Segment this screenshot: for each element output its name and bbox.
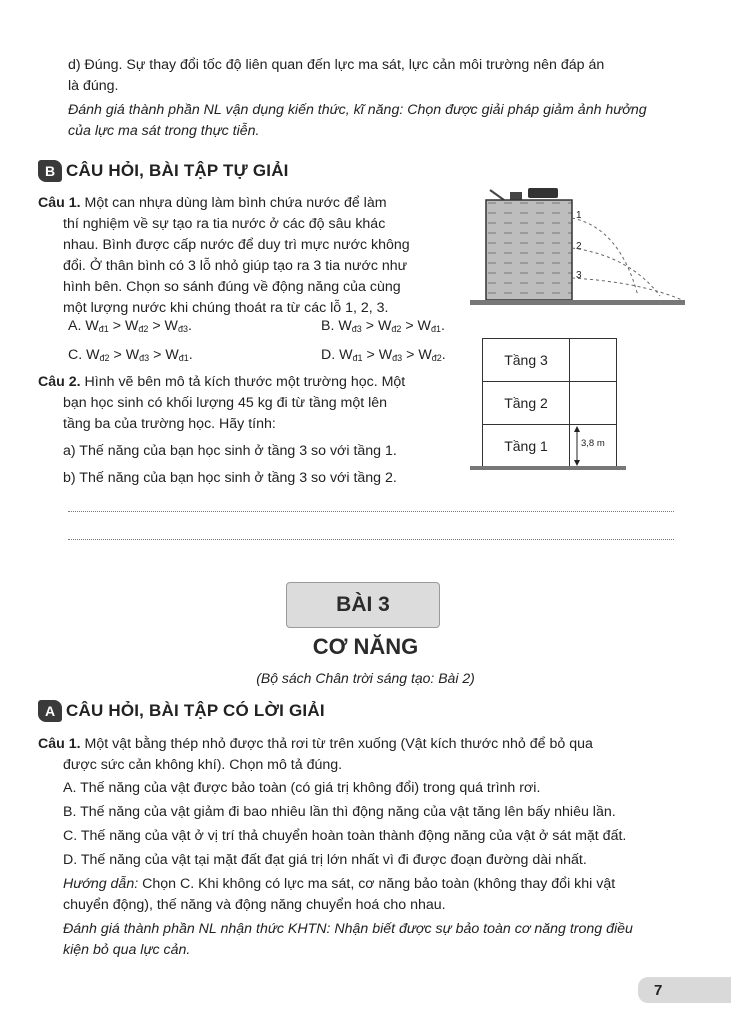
question-1-line4: đổi. Ở thân bình có 3 lỗ nhỏ giúp tạo ra 3 tia nước như [63,258,408,274]
question-2-part-b: b) Thế năng của bạn học sinh ở tầng 3 so với tầng 2. [63,470,397,486]
question-1-line5: hình bên. Chọn so sánh đúng về động năng của cùng [63,279,401,295]
inlet-pipe [490,190,504,200]
section-b-header [38,158,289,184]
question-2-line1: Hình vẽ bên mô tả kích thước một trường học. Một [84,374,406,390]
question-a1 [38,734,698,961]
floor-row-2 [483,382,617,425]
water-jet-3 [572,278,682,300]
school-building-figure [482,338,617,468]
answer-line-1 [68,511,674,512]
question-a1-assess-line1: Đánh giá thành phần NL nhận thức KHTN: Nhận biết được sự bảo toàn cơ năng trong điều [63,921,633,937]
question-a1-label: Câu 1. [38,736,81,752]
container-cap-left [510,192,522,200]
question-a1-option-b: B. Thế năng của vật giảm đi bao nhiêu lần thì động năng của vật tăng lên bấy nhiêu lần. [63,804,616,820]
option-a: A. $W_{đ1} > W_{đ2} > W_{đ3}$. [68,318,192,334]
option-b: B. $W_{đ3} > W_{đ2} > W_{đ1}$. [321,318,445,334]
section-a-title: CÂU HỎI, BÀI TẬP CÓ LỜI GIẢI [66,701,325,720]
ground [470,300,685,305]
floor-row-3 [483,339,617,382]
question-1-line6: một lượng nước khi chúng thoát ra từ các lỗ 1, 2, 3. [63,300,389,316]
answer-d-line2: là đúng. [68,78,119,94]
section-b-badge: B [38,160,62,182]
question-1-line3: nhau. Bình được cấp nước để duy trì mực nước không [63,237,410,253]
floor-label-2: Tầng 2 [483,382,570,425]
question-1-line2: thí nghiệm về sự tạo ra tia nước ở các độ sâu khác [63,216,386,232]
water-container-figure [470,178,685,308]
option-d: D. $W_{đ1} > W_{đ3} > W_{đ2}$. [321,347,446,363]
water-jet-2 [572,248,660,296]
question-2-line2: bạn học sinh có khối lượng 45 kg đi từ tầng một lên [63,395,388,411]
hole-label-1: 1 [576,210,582,221]
answer-d-line1: d) Đúng. Sự thay đổi tốc độ liên quan đến lực ma sát, lực cản môi trường nên đáp án [68,57,605,73]
question-a1-guide-line2: chuyển động), thế năng và động năng chuyển hoá cho nhau. [63,897,446,913]
question-1 [38,193,458,319]
lesson-source: (Bộ sách Chân trời sáng tạo: Bài 2) [256,670,475,686]
question-2-label: Câu 2. [38,374,81,390]
option-c: C. $W_{đ2} > W_{đ3} > W_{đ1}$. [68,347,193,363]
section-b-title: CÂU HỎI, BÀI TẬP TỰ GIẢI [66,161,289,180]
question-2 [38,372,468,489]
question-a1-guide-line1 [38,874,698,895]
floor-label-1: Tầng 1 [483,425,570,468]
floor-cell-3 [570,339,617,382]
floor-cell-1 [570,425,617,468]
school-ground [470,466,626,470]
assessment-line1: Đánh giá thành phần NL vận dụng kiến thức, kĩ năng: Chọn được giải pháp giảm ảnh hưởng [68,102,647,118]
lesson-title: CƠ NĂNG [312,634,419,659]
container-handle [528,188,558,198]
question-2-part-a: a) Thế năng của bạn học sinh ở tầng 3 so với tầng 1. [63,443,397,459]
question-1-options [68,316,521,369]
question-a1-option-a: A. Thế năng của vật được bảo toàn (có giá trị không đổi) trong quá trình rơi. [63,780,541,796]
hole-label-2: 2 [576,241,582,252]
guide-label: Hướng dẫn: [63,876,139,892]
hole-label-3: 3 [576,270,582,281]
question-a1-line1: Một vật bằng thép nhỏ được thả rơi từ trên xuống (Vật kích thước nhỏ để bỏ qua [84,736,593,752]
floor-label-3: Tầng 3 [483,339,570,382]
question-2-line3: tầng ba của trường học. Hãy tính: [63,416,276,432]
height-label: 3,8 m [581,438,605,449]
floor-cell-2 [570,382,617,425]
answer-line-2 [68,539,674,540]
question-1-label: Câu 1. [38,195,81,211]
question-a1-option-c: C. Thế năng của vật ở vị trí thả chuyển hoàn toàn thành động năng của vật ở sát mặt đất. [63,828,627,844]
floor-row-1 [483,425,617,468]
container-body [486,200,572,300]
question-a1-line2: được sức cản không khí). Chọn mô tả đúng. [63,757,343,773]
question-a1-option-d: D. Thế năng của vật tại mặt đất đạt giá trị lớn nhất vì đi được đoạn đường dài nhất. [63,852,587,868]
section-a-header [38,698,325,724]
question-a1-assess-line2: kiện bỏ qua lực cản. [63,942,191,958]
question-1-line1: Một can nhựa dùng làm bình chứa nước để làm [84,195,387,211]
page-number: 7 [638,977,731,1003]
assessment-line2: của lực ma sát trong thực tiễn. [68,123,260,139]
lesson-number-box: BÀI 3 [286,582,440,628]
guide-text-1: Chọn C. Khi không có lực ma sát, cơ năng bảo toàn (không thay đổi khi vật [138,876,616,892]
section-a-badge: A [38,700,62,722]
